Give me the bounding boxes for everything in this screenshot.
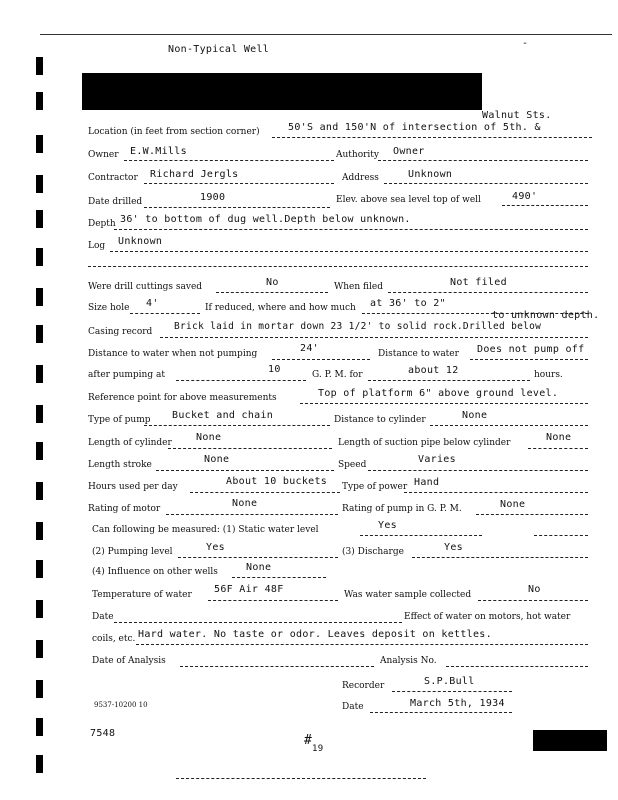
cyl-length-line [168, 448, 332, 449]
cyl-length-value: None [196, 432, 222, 443]
analysis-no-line [446, 666, 588, 667]
reduced-value-2: to unknown depth. [492, 310, 600, 321]
date-line [114, 622, 402, 623]
location-label: Location (in feet from section corner) [88, 127, 260, 137]
influence-label: (4) Influence on other wells [92, 567, 218, 577]
speed-value: Varies [418, 454, 456, 465]
dist-not-pumping-line [272, 359, 370, 360]
date-drilled-label: Date drilled [88, 197, 143, 207]
margin-mark [36, 482, 43, 500]
influence-line [232, 577, 326, 578]
power-label: Type of power [342, 482, 408, 492]
address-value: Unknown [408, 169, 453, 180]
gpm-for-line [368, 380, 530, 381]
file-number: 7548 [90, 728, 116, 739]
after-pumping-value: 10 [268, 364, 281, 375]
reduced-value: at 36' to 2" [370, 298, 446, 309]
size-hole-value: 4' [146, 298, 159, 309]
suction-value: None [546, 432, 572, 443]
measured-value: Yes [378, 520, 397, 531]
casing-label: Casing record [88, 327, 153, 337]
record-date-value: March 5th, 1934 [410, 698, 505, 709]
owner-value: E.W.Mills [130, 146, 187, 157]
page-number: 19 [312, 744, 324, 754]
stroke-line [156, 470, 334, 471]
authority-value: Owner [393, 146, 425, 157]
discharge-value: Yes [444, 542, 463, 553]
address-label: Address [342, 173, 379, 183]
margin-mark [36, 680, 43, 698]
record-date-label: Date [342, 702, 364, 712]
speed-line [368, 470, 588, 471]
speed-label: Speed [338, 460, 367, 470]
log-line [110, 251, 588, 252]
dist-water-label: Distance to water [378, 349, 459, 359]
pump-type-label: Type of pump [88, 415, 151, 425]
analysis-date-label: Date of Analysis [92, 656, 166, 666]
elevation-label: Elev. above sea level top of well [336, 195, 481, 205]
cuttings-line [216, 292, 328, 293]
temperature-label: Temperature of water [92, 590, 192, 600]
hours-label: hours. [534, 370, 563, 380]
authority-label: Authority [336, 150, 380, 160]
depth-value: 36' to bottom of dug well.Depth below unknown. [120, 214, 411, 225]
size-hole-label: Size hole [88, 303, 130, 313]
margin-mark [36, 57, 43, 75]
when-filed-line [388, 292, 588, 293]
analysis-no-label: Analysis No. [380, 656, 437, 666]
pumping-level-label: (2) Pumping level [92, 547, 173, 557]
stroke-value: None [204, 454, 230, 465]
margin-mark [36, 175, 43, 193]
sample-value: No [528, 584, 541, 595]
margin-mark [36, 92, 43, 110]
margin-mark [36, 288, 43, 306]
analysis-date-line [180, 666, 374, 667]
date-drilled-line [144, 207, 330, 208]
dist-not-pumping-label: Distance to water when not pumping [88, 349, 258, 359]
temperature-value: 56F Air 48F [214, 584, 284, 595]
margin-mark [36, 755, 43, 773]
recorder-line [392, 691, 512, 692]
record-date-line [370, 712, 512, 713]
redaction-bar [82, 73, 482, 110]
dist-cylinder-label: Distance to cylinder [334, 415, 426, 425]
power-line [404, 492, 588, 493]
gpm-for-label: G. P. M. for [312, 370, 363, 380]
motor-label: Rating of motor [88, 504, 161, 514]
date-drilled-value: 1900 [200, 192, 226, 203]
margin-mark [36, 325, 43, 343]
dist-water-value: Does not pump off [477, 344, 585, 355]
margin-mark [36, 248, 43, 266]
owner-label: Owner [88, 150, 119, 160]
casing-value: Brick laid in mortar down 23 1/2' to solid rock.Drilled below [174, 321, 542, 332]
margin-mark [36, 210, 43, 228]
after-pumping-label: after pumping at [88, 370, 165, 380]
footer-redaction-bar [533, 730, 607, 751]
location-extra: Walnut Sts. [482, 110, 552, 121]
contractor-line [144, 183, 334, 184]
cuttings-value: No [266, 277, 279, 288]
when-filed-label: When filed [334, 282, 383, 292]
when-filed-value: Not filed [450, 277, 507, 288]
motor-value: None [232, 498, 258, 509]
suction-label: Length of suction pipe below cylinder [338, 438, 511, 448]
sample-label: Was water sample collected [344, 590, 472, 600]
influence-value: None [246, 562, 272, 573]
after-pumping-line [176, 380, 306, 381]
margin-mark [36, 522, 43, 540]
location-line [272, 137, 592, 138]
hours-used-label: Hours used per day [88, 482, 178, 492]
elevation-line [502, 205, 588, 206]
margin-mark [36, 718, 43, 736]
pump-rating-value: None [500, 499, 526, 510]
pumping-level-value: Yes [206, 542, 225, 553]
dist-water-line [470, 359, 588, 360]
margin-mark [36, 600, 43, 618]
depth-label: Depth [88, 219, 116, 229]
discharge-line [412, 557, 588, 558]
stroke-label: Length stroke [88, 460, 152, 470]
form-code: 9537-10200 10 [94, 701, 148, 709]
reference-line [300, 403, 588, 404]
recorder-label: Recorder [342, 681, 385, 691]
dist-cylinder-line [430, 425, 588, 426]
margin-mark [36, 560, 43, 578]
bottom-dash-line [176, 778, 426, 779]
size-hole-line [130, 313, 200, 314]
pump-type-value: Bucket and chain [172, 410, 274, 421]
margin-mark [36, 640, 43, 658]
top-rule [40, 34, 612, 35]
hash-mark: # [304, 733, 313, 748]
reduced-label: If reduced, where and how much [205, 303, 356, 313]
margin-mark [36, 365, 43, 383]
pump-type-line [144, 425, 330, 426]
corner-mark: - [522, 38, 529, 49]
reference-value: Top of platform 6" above ground level. [318, 388, 559, 399]
contractor-label: Contractor [88, 173, 138, 183]
margin-mark [36, 442, 43, 460]
dist-not-pumping-value: 24' [300, 343, 319, 354]
effect-label: Effect of water on motors, hot water [404, 612, 571, 622]
coils-line [136, 644, 588, 645]
hours-used-value: About 10 buckets [226, 476, 328, 487]
recorder-value: S.P.Bull [424, 676, 475, 687]
hours-used-line [190, 492, 340, 493]
margin-mark [36, 135, 43, 153]
margin-mark [36, 405, 43, 423]
measured-extra-line [534, 535, 588, 536]
page-title: Non-Typical Well [168, 44, 270, 55]
log-line-2 [88, 266, 588, 267]
discharge-label: (3) Discharge [342, 547, 404, 557]
gpm-for-value: about 12 [408, 365, 459, 376]
casing-line [160, 337, 588, 338]
pumping-level-line [178, 557, 338, 558]
reference-label: Reference point for above measurements [88, 393, 277, 403]
suction-line [528, 448, 588, 449]
cuttings-label: Were drill cuttings saved [88, 282, 203, 292]
measured-line [360, 535, 482, 536]
dist-cylinder-value: None [462, 410, 488, 421]
elevation-value: 490' [512, 191, 538, 202]
cyl-length-label: Length of cylinder [88, 438, 172, 448]
owner-line [124, 160, 334, 161]
coils-value: Hard water. No taste or odor. Leaves deposit on kettles. [138, 629, 492, 640]
authority-line [378, 160, 588, 161]
motor-line [166, 514, 338, 515]
measured-label: Can following be measured: (1) Static water level [92, 525, 319, 535]
sample-line [478, 600, 588, 601]
location-value: 50'S and 150'N of intersection of 5th. & [288, 122, 541, 133]
date-label: Date [92, 612, 114, 622]
temperature-line [208, 600, 338, 601]
contractor-value: Richard Jergls [150, 169, 239, 180]
log-value: Unknown [118, 236, 163, 247]
pump-rating-label: Rating of pump in G. P. M. [342, 504, 462, 514]
power-value: Hand [414, 477, 440, 488]
depth-line [114, 229, 588, 230]
address-line [384, 183, 588, 184]
log-label: Log [88, 241, 106, 251]
coils-label: coils, etc. [92, 634, 136, 644]
pump-rating-line [476, 514, 588, 515]
